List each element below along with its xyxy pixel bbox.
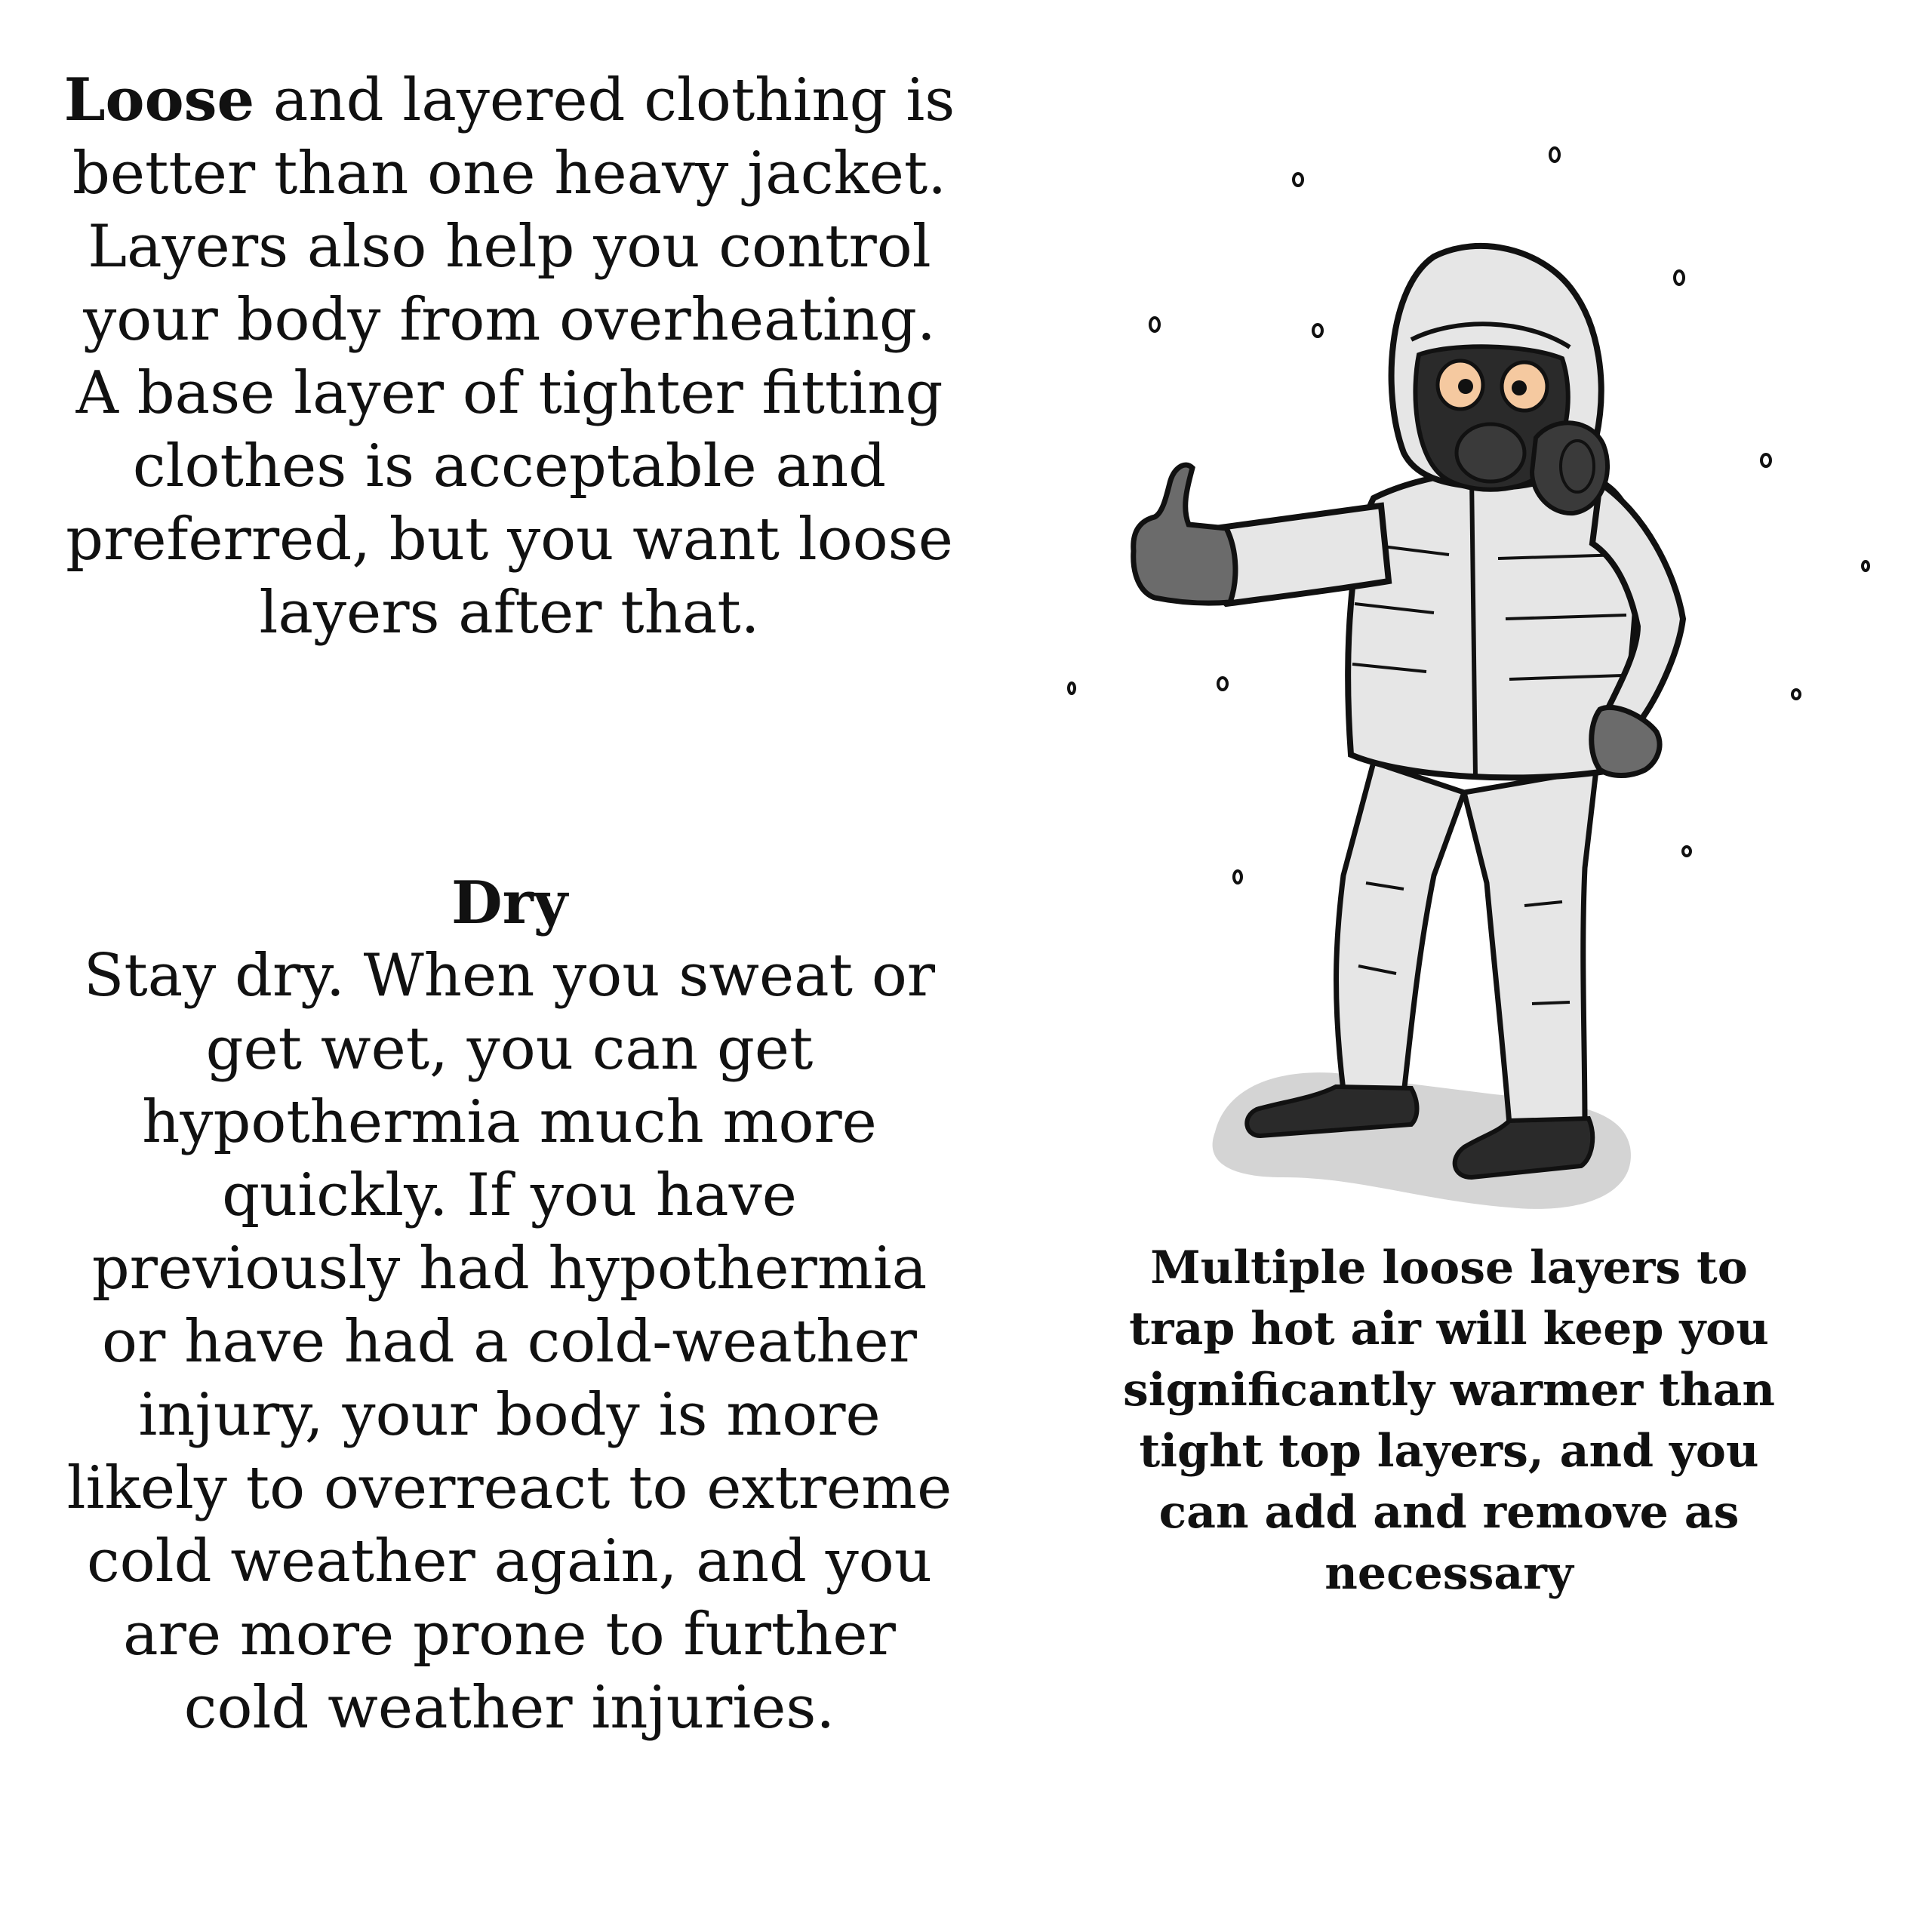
left-leg: [1337, 762, 1464, 1094]
dry-heading: Dry: [451, 869, 568, 937]
mask-filter-side: [1532, 423, 1607, 513]
illustration-caption: Multiple loose layers to trap hot air will keep you significantly warmer than tight top layers, and you can add and remove as necessary: [1123, 1241, 1775, 1600]
dry-section: [60, 866, 958, 1745]
mask-filter-front: [1457, 424, 1524, 481]
loose-body-text: and layered clothing is better than one heavy jacket. Layers also help you control your body from overheating. A base layer of tighter fitting clothes is acceptable and preferred, but you want loose layers after that.: [66, 66, 955, 647]
person-in-winter-suit-illustration: [1041, 121, 1887, 1238]
dry-body-text: Stay dry. When you sweat or get wet, you can get hypothermia much more quickly. If you have previously had hypothermia or have had a cold-weather injury, your body is more likely to overreact to extreme cold weather again, and you are more prone to further cold weather injuries.: [66, 942, 952, 1742]
loose-emphasis: Loose: [63, 66, 255, 134]
right-glove: [1592, 707, 1660, 775]
right-leg: [1464, 770, 1596, 1124]
loose-clothing-paragraph: [60, 63, 958, 650]
thumbs-up-glove: [1134, 465, 1235, 603]
